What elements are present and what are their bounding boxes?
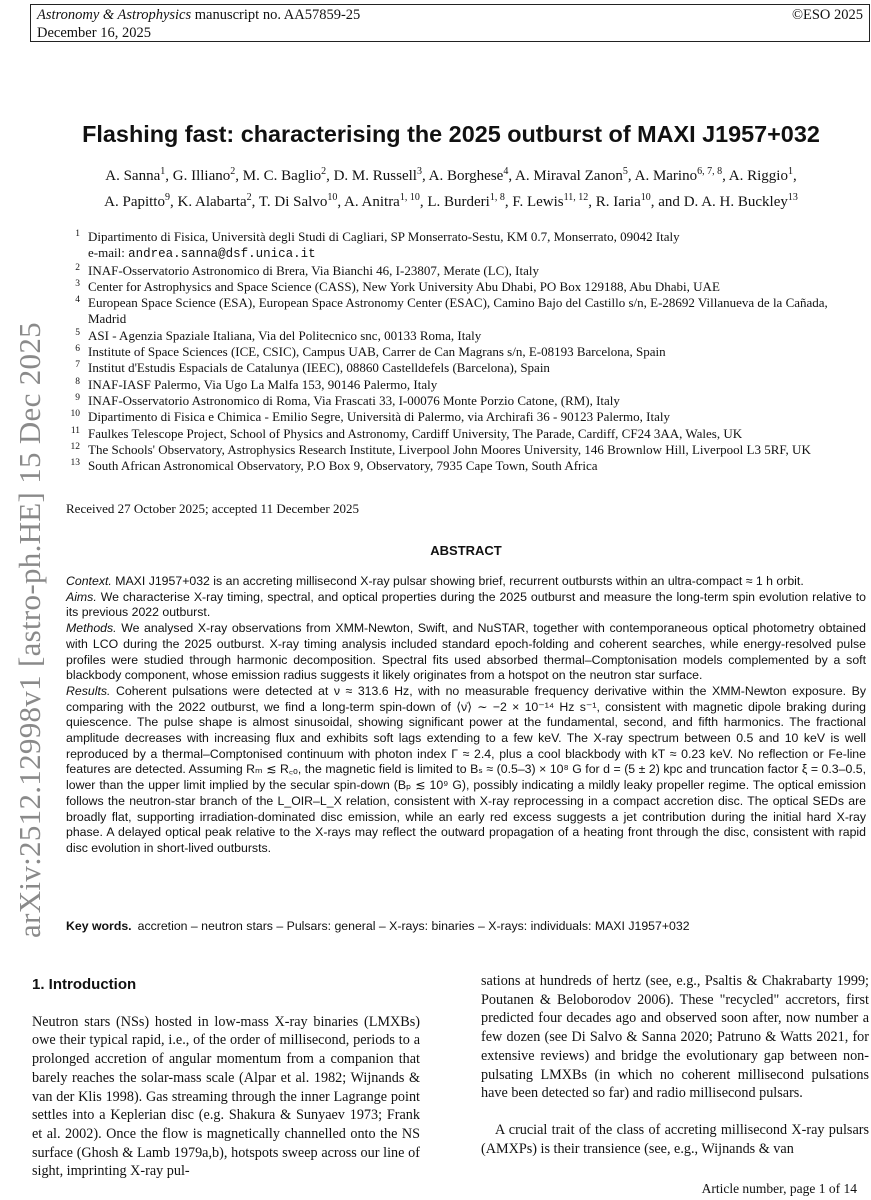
affiliation-item bbox=[66, 295, 866, 328]
abstract-heading: ABSTRACT bbox=[430, 543, 502, 558]
author-affiliation-mark: 1, 10 bbox=[399, 192, 420, 203]
paper-title: Flashing fast: characterising the 2025 outburst of MAXI J1957+032 bbox=[82, 121, 820, 147]
author-affiliation-mark: 2 bbox=[321, 166, 327, 177]
affiliation-item bbox=[66, 442, 866, 458]
author-affiliation-mark: 3 bbox=[416, 166, 422, 177]
affiliation-number: 5 bbox=[75, 327, 80, 338]
manuscript-number: manuscript no. AA57859-25 bbox=[191, 7, 361, 23]
abstract-context bbox=[66, 574, 866, 590]
author-name: G. Illiano bbox=[172, 168, 231, 184]
author-name: M. C. Baglio bbox=[242, 168, 322, 184]
author-affiliation-mark: 2 bbox=[230, 166, 236, 177]
affiliation-text: Institut d'Estudis Espacials de Catalunya (IEEC), 08860 Castelldefels (Barcelona), Spain bbox=[88, 360, 550, 376]
author-affiliation-mark: 9 bbox=[164, 192, 170, 203]
arxiv-watermark[interactable]: arXiv:2512.12998v1 [astro-ph.HE] 15 Dec 2025 bbox=[12, 322, 47, 938]
author-separator: , bbox=[165, 168, 173, 184]
affiliation-text: Dipartimento di Fisica e Chimica - Emilio Segre, Università di Palermo, via Archirafi 36 - 90123 Palermo, Italy bbox=[88, 409, 670, 425]
context-label: Context. bbox=[66, 574, 112, 588]
affiliation-number: 7 bbox=[75, 360, 80, 371]
affiliation-item bbox=[66, 279, 866, 295]
affiliation-text: INAF-Osservatorio Astronomico di Roma, Via Frascati 33, I-00076 Monte Porzio Catone, (RM), Italy bbox=[88, 392, 620, 408]
affiliation-text: Institute of Space Sciences (ICE, CSIC), Campus UAB, Carrer de Can Magrans s/n, E-08193 Barcelona, Spain bbox=[88, 344, 666, 360]
affiliation-number: 8 bbox=[75, 376, 80, 387]
abstract-methods bbox=[66, 621, 866, 684]
keywords-label: Key words. bbox=[66, 919, 132, 933]
affiliation-number: 4 bbox=[75, 295, 80, 306]
affiliation-item bbox=[66, 393, 866, 409]
author-name: A. Marino bbox=[634, 168, 698, 184]
author-separator: , bbox=[326, 168, 334, 184]
affiliation-item bbox=[66, 328, 866, 344]
body-column-left bbox=[32, 972, 420, 1181]
affiliation-number: 10 bbox=[70, 409, 80, 420]
section-heading-introduction: 1. Introduction bbox=[32, 976, 137, 993]
author-separator: , bbox=[419, 194, 428, 210]
author-separator: , bbox=[504, 194, 513, 210]
affiliation-number: 13 bbox=[70, 458, 80, 469]
author-name: A. Borghese bbox=[428, 168, 504, 184]
author-affiliation-mark: 1, 8 bbox=[489, 192, 505, 203]
results-text: Coherent pulsations were detected at ν ≈ 313.6 Hz, with no measurable frequency derivative within the XMM-Newton exposure. By comparing with the 2022 outburst, we find a long-term spin-down of ⟨ν̇⟩ ∼ −2 × 10⁻¹⁴ Hz s⁻¹, consistent with magnetic dipole braking during quiescence. The pulse shape is almost sinusoidal, showing significant power at the fundamental, second, and fifth harmonics. The fractional amplitude decreases with increasing flux and exhibits soft lags extending to a few keV. The X-ray spectrum between 0.5 and 10 keV is well reproduced by a thermal–Comptonised continuum with photon index Γ ≈ 2.4, plus a cool blackbody with kT ≈ 0.23 keV. No reflection or Fe-line features are detected. Assuming Rₘ ≲ R꜀ₒ, the magnetic field is limited to Bₛ ≈ (0.5–3) × 10⁸ G for d = (5 ± 2) kpc and truncation factor ξ = 0.3–0.5, lower than the upper limit implied by the secular spin-down (Bₚ ≲ 10⁹ G), possibly indicating a mildly leaky propeller regime. The optical emission follows the neutron-star branch of the L_OIR–L_X relation, consistent with X-ray reprocessing in a compact accretion disc. The optical SEDs are broadly flat, supporting irradiation-dominated disc emission, while an early red excess suggests a jet contribution during the initial hard X-ray phase. A delayed optical peak relative to the X-rays may reflect the outward propagation of a heating front through the disc, consistent with rapid disc evolution in short-lived outbursts. bbox=[66, 683, 866, 855]
author-name: R. Iaria bbox=[595, 194, 641, 210]
affiliation-text: INAF-IASF Palermo, Via Ugo La Malfa 153, 90146 Palermo, Italy bbox=[88, 376, 438, 392]
author-affiliation-mark: 11, 12 bbox=[563, 192, 589, 203]
affiliation-item bbox=[66, 458, 866, 474]
affiliation-text: The Schools' Observatory, Astrophysics Research Institute, Liverpool John Moores University, 146 Brownlow Hill, Liverpool L3 5RF, UK bbox=[88, 441, 811, 457]
author-affiliation-mark: 6, 7, 8 bbox=[697, 166, 723, 177]
affiliation-item bbox=[66, 426, 866, 442]
author-separator: , bbox=[627, 168, 635, 184]
methods-text: We analysed X-ray observations from XMM-Newton, Swift, and NuSTAR, together with contemporaneous optical photometry obtained with LCO during the 2025 outburst. X-ray timing analysis included standard epoch-folding and coherent searches, while energy-resolved pulse profiles were studied through harmonic decomposition. Spectral fits used absorbed thermal–Comptonisation models complemented by a soft blackbody component, whose emission radius suggests it likely originates from a hotspot on the neutron star surface. bbox=[66, 621, 866, 683]
author-affiliation-mark: 13 bbox=[787, 192, 798, 203]
context-text: MAXI J1957+032 is an accreting millisecond X-ray pulsar showing brief, recurrent outbursts within an ultra-compact ≈ 1 h orbit. bbox=[111, 574, 804, 588]
affiliation-number: 12 bbox=[70, 441, 80, 452]
aims-label: Aims. bbox=[66, 589, 97, 604]
affiliation-number: 11 bbox=[70, 425, 80, 436]
affiliation-item bbox=[66, 377, 866, 393]
affiliation-text: INAF-Osservatorio Astronomico di Brera, Via Bianchi 46, I-23807, Merate (LC), Italy bbox=[88, 262, 539, 278]
received-dates: Received 27 October 2025; accepted 11 December 2025 bbox=[66, 501, 359, 516]
author-name: A. Riggio bbox=[728, 168, 788, 184]
author-name: L. Burderi bbox=[427, 194, 490, 210]
intro-paragraph-1: Neutron stars (NSs) hosted in low-mass X-ray binaries (LMXBs) owe their typical rapid, i.e., of the order of millisecond, periods to a prolonged accretion of angular momentum from a companion that barely reaches the solar-mass scale (Alpar et al. 1982; Wijnands & van der Klis 1998). Gas streaming through the inner Lagrange point settles into a Keplerian disc (e.g. Shakura & Sunyaev 1973; Frank et al. 2002). Once the flow is magnetically channelled onto the NS surface (Ghosh & Lamb 1979a,b), hotspots sweep across our line of sight, imprinting X-ray pul- bbox=[32, 1013, 420, 1180]
author-line-1 bbox=[36, 161, 866, 187]
affiliation-item bbox=[66, 245, 866, 262]
affiliation-number: 1 bbox=[75, 229, 80, 239]
author-affiliation-mark: 10 bbox=[327, 192, 338, 203]
methods-label: Methods. bbox=[66, 621, 117, 636]
author-affiliation-mark: 2 bbox=[246, 192, 252, 203]
copyright: ©ESO 2025 bbox=[791, 7, 863, 23]
abstract-results bbox=[66, 684, 866, 857]
abstract-aims bbox=[66, 590, 866, 621]
author-affiliation-mark: 4 bbox=[503, 166, 509, 177]
affiliation-text: Dipartimento di Fisica, Università degli Studi di Cagliari, SP Monserrato-Sestu, KM 0.7, Monserrato, 09042 Italy bbox=[88, 229, 680, 244]
journal-name: Astronomy & Astrophysics bbox=[37, 7, 192, 23]
affiliation-item bbox=[66, 409, 866, 425]
affiliation-item bbox=[66, 263, 866, 279]
intro-paragraph-2: A crucial trait of the class of accreting millisecond X-ray pulsars (AMXPs) is their transience (see, e.g., Wijnands & van bbox=[481, 1121, 869, 1157]
header-date: December 16, 2025 bbox=[37, 25, 151, 41]
affiliation-number: 6 bbox=[75, 344, 80, 355]
author-separator: , bbox=[508, 168, 516, 184]
results-label: Results. bbox=[66, 683, 111, 698]
author-separator: , bbox=[169, 194, 178, 210]
author-name: K. Alabarta bbox=[177, 194, 247, 210]
intro-paragraph-1-continued: sations at hundreds of hertz (see, e.g., Psaltis & Chakrabarty 1999; Poutanen & Beloborodov 2006). These "recycled" accretors, first predicted four decades ago and observed soon after, now number a few dozen (see Di Salvo & Sanna 2020; Patruno & Watts 2021, for extensive reviews) and bridge the evolutionary gap between non-pulsating LMXBs (in which no coherent millisecond pulsations have been detected so far) and radio millisecond pulsars. bbox=[481, 973, 869, 1102]
author-name: T. Di Salvo bbox=[258, 194, 328, 210]
author-separator: , bbox=[421, 168, 429, 184]
author-list bbox=[36, 161, 866, 213]
author-affiliation-mark: 1 bbox=[160, 166, 166, 177]
running-header bbox=[30, 4, 870, 42]
author-name: A. Papitto bbox=[104, 194, 165, 210]
author-name: D. M. Russell bbox=[333, 168, 417, 184]
affiliation-text: Faulkes Telescope Project, School of Physics and Astronomy, Cardiff University, The Parade, Cardiff, CF24 3AA, Wales, UK bbox=[88, 425, 743, 441]
affiliation-text: European Space Science (ESA), European Space Astronomy Center (ESAC), Camino Bajo del Castillo s/n, E-28692 Villanueva de la Cañada, Madrid bbox=[88, 295, 828, 327]
author-separator: , bbox=[251, 194, 259, 210]
author-name: A. Miraval Zanon bbox=[515, 168, 623, 184]
keywords-text: accretion – neutron stars – Pulsars: general – X-rays: binaries – X-rays: individuals: MAXI J1957+032 bbox=[137, 919, 690, 933]
header-left bbox=[37, 6, 360, 42]
author-affiliation-mark: 5 bbox=[622, 166, 628, 177]
author-affiliation-mark: 10 bbox=[640, 192, 651, 203]
author-separator: , bbox=[722, 168, 729, 184]
keywords bbox=[66, 919, 866, 933]
author-separator: , bbox=[235, 168, 243, 184]
author-separator: , bbox=[588, 194, 596, 210]
affiliation-item bbox=[66, 360, 866, 376]
author-name: A. Anitra bbox=[344, 194, 400, 210]
author-name: F. Lewis bbox=[512, 194, 564, 210]
affiliation-number: 2 bbox=[75, 262, 80, 273]
affiliation-item bbox=[66, 229, 866, 245]
aims-text: We characterise X-ray timing, spectral, and optical properties during the 2025 outburst and measure the long-term spin evolution relative to its previous 2022 outburst. bbox=[66, 589, 866, 620]
email-link[interactable]: andrea.sanna@dsf.unica.it bbox=[128, 247, 316, 262]
body-column-right bbox=[481, 972, 869, 1158]
affiliation-list bbox=[66, 229, 866, 474]
author-separator: , bbox=[792, 168, 797, 184]
affiliation-item bbox=[66, 344, 866, 360]
affiliation-text: Center for Astrophysics and Space Science (CASS), New York University Abu Dhabi, PO Box 129188, Abu Dhabi, UAE bbox=[88, 278, 720, 294]
abstract bbox=[66, 574, 866, 857]
author-name: A. Sanna bbox=[105, 168, 161, 184]
affiliation-text: ASI - Agenzia Spaziale Italiana, Via del Politecnico snc, 00133 Roma, Italy bbox=[88, 327, 482, 343]
affiliation-text: e-mail: bbox=[88, 245, 129, 261]
affiliation-number: 9 bbox=[75, 392, 80, 403]
author-separator: , bbox=[337, 194, 345, 210]
author-line-2 bbox=[36, 187, 866, 213]
author-separator: , and bbox=[650, 194, 684, 210]
page-footer: Article number, page 1 of 14 bbox=[701, 1181, 857, 1196]
affiliation-number: 3 bbox=[75, 278, 80, 289]
author-name: D. A. H. Buckley bbox=[683, 194, 788, 210]
affiliation-text: South African Astronomical Observatory, P.O Box 9, Observatory, 7935 Cape Town, South Africa bbox=[88, 458, 598, 474]
author-affiliation-mark: 1 bbox=[787, 166, 793, 177]
